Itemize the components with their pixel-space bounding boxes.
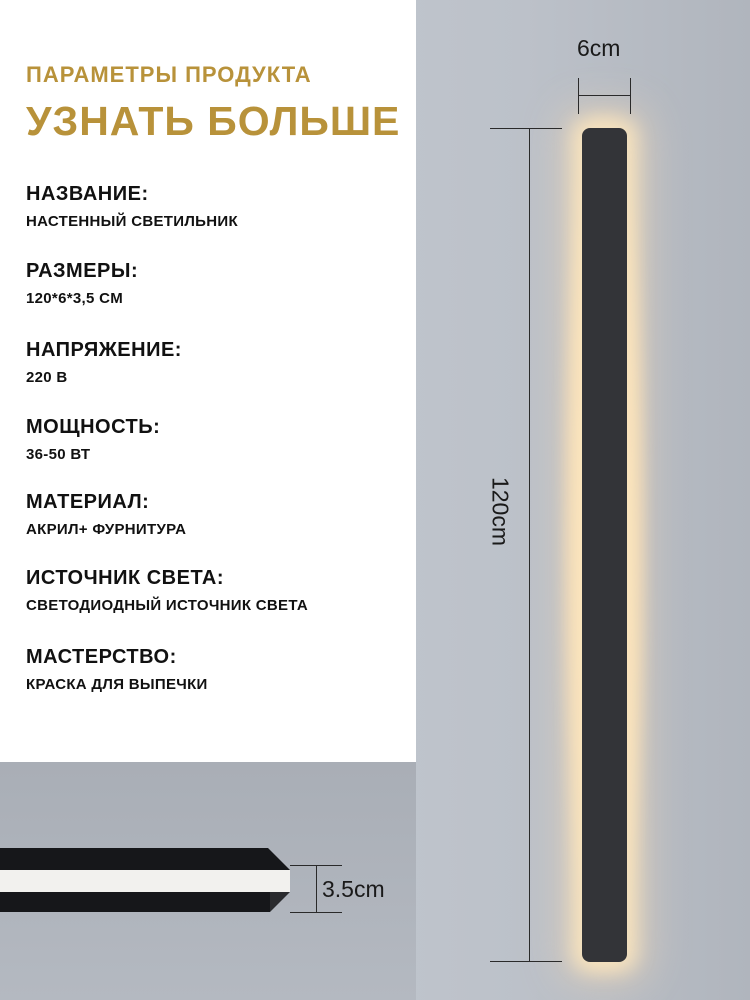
height-dimension-line (529, 128, 530, 962)
height-dimension-tick-top (490, 128, 562, 129)
height-dimension-label: 120cm (487, 476, 514, 547)
width-dimension-label: 6cm (577, 35, 621, 61)
lamp-side-profile (0, 842, 300, 922)
spec-value: НАСТЕННЫЙ СВЕТИЛЬНИК (26, 213, 238, 230)
section-subtitle: ПАРАМЕТРЫ ПРОДУКТА (26, 62, 312, 87)
width-dimension-tick-left (578, 78, 579, 114)
depth-dimension-label: 3.5cm (322, 876, 385, 902)
spec-label: РАЗМЕРЫ: (26, 260, 139, 282)
section-title: УЗНАТЬ БОЛЬШЕ (26, 98, 401, 144)
width-dimension-line (578, 95, 631, 96)
depth-dimension-line (316, 865, 317, 913)
spec-craft (26, 645, 208, 694)
spec-power (26, 415, 160, 464)
spec-label: МАСТЕРСТВО: (26, 646, 177, 668)
spec-value: СВЕТОДИОДНЫЙ ИСТОЧНИК СВЕТА (26, 597, 309, 614)
depth-dimension-tick-bottom (290, 912, 342, 913)
spec-value: АКРИЛ+ ФУРНИТУРА (26, 521, 187, 538)
spec-value: 36-50 ВТ (26, 446, 91, 463)
spec-size (26, 259, 138, 308)
spec-voltage (26, 338, 182, 387)
spec-label: МАТЕРИАЛ: (26, 491, 150, 513)
spec-value: 220 В (26, 369, 68, 386)
wall-lamp (582, 128, 627, 962)
spec-label: ИСТОЧНИК СВЕТА: (26, 567, 225, 589)
width-dimension-tick-right (630, 78, 631, 114)
spec-name (26, 182, 238, 231)
spec-light-source (26, 566, 308, 615)
spec-value: КРАСКА ДЛЯ ВЫПЕЧКИ (26, 676, 208, 693)
spec-value: 120*6*3,5 CM (26, 290, 123, 307)
height-dimension-tick-bottom (490, 961, 562, 962)
spec-label: МОЩНОСТЬ: (26, 416, 161, 438)
spec-label: НАЗВАНИЕ: (26, 183, 149, 205)
spec-label: НАПРЯЖЕНИЕ: (26, 339, 182, 361)
spec-material (26, 490, 186, 539)
depth-dimension-tick-top (290, 865, 342, 866)
